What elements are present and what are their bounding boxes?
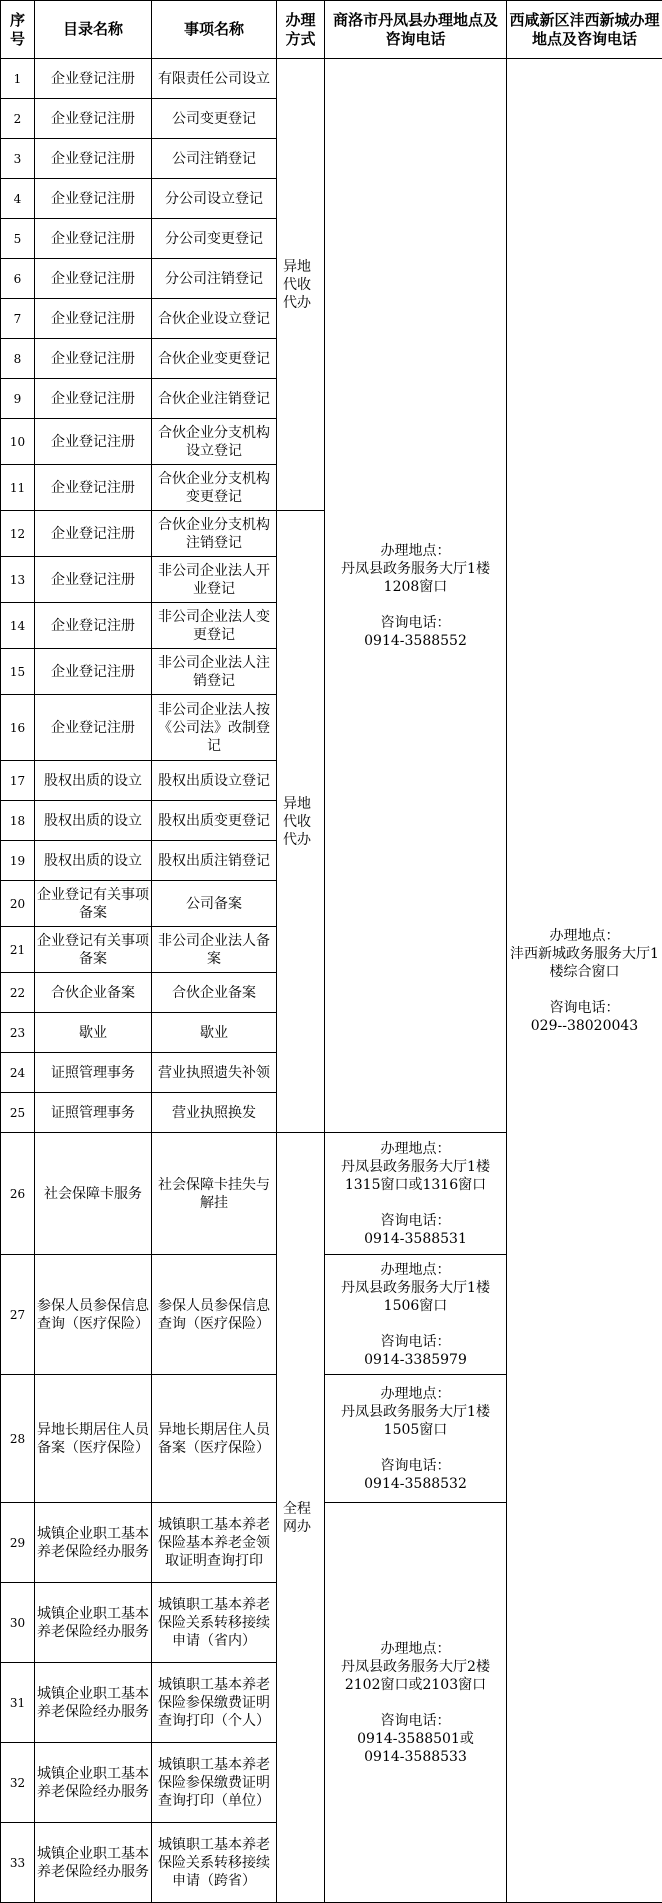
item-cell: 异地长期居住人员备案（医疗保险）: [152, 1375, 277, 1503]
catalog-cell: 企业登记注册: [35, 379, 152, 419]
seq-cell: 23: [1, 1013, 35, 1053]
catalog-cell: 异地长期居住人员备案（医疗保险）: [35, 1375, 152, 1503]
danfeng-contact-medical-query: 办理地点： 丹凤县政务服务大厅1楼1506窗口 咨询电话： 0914-3385979: [325, 1255, 507, 1375]
catalog-cell: 企业登记注册: [35, 219, 152, 259]
catalog-cell: 城镇企业职工基本养老保险经办服务: [35, 1503, 152, 1583]
item-cell: 城镇职工基本养老保险参保缴费证明查询打印（个人）: [152, 1663, 277, 1743]
seq-cell: 27: [1, 1255, 35, 1375]
seq-cell: 19: [1, 841, 35, 881]
header-row: [1, 1, 662, 59]
catalog-cell: 企业登记注册: [35, 511, 152, 557]
seq-cell: 28: [1, 1375, 35, 1503]
item-cell: 非公司企业法人开业登记: [152, 557, 277, 603]
seq-cell: 14: [1, 603, 35, 649]
seq-cell: 22: [1, 973, 35, 1013]
item-cell: 城镇职工基本养老保险基本养老金领取证明查询打印: [152, 1503, 277, 1583]
item-cell: 营业执照遗失补领: [152, 1053, 277, 1093]
seq-cell: 30: [1, 1583, 35, 1663]
catalog-cell: 企业登记注册: [35, 299, 152, 339]
item-cell: 合伙企业备案: [152, 973, 277, 1013]
seq-cell: 11: [1, 465, 35, 511]
item-cell: 股权出质变更登记: [152, 801, 277, 841]
seq-cell: 8: [1, 339, 35, 379]
seq-cell: 2: [1, 99, 35, 139]
catalog-cell: 城镇企业职工基本养老保险经办服务: [35, 1583, 152, 1663]
item-cell: 营业执照换发: [152, 1093, 277, 1133]
item-cell: 分公司设立登记: [152, 179, 277, 219]
header-seq: 序号: [1, 1, 35, 59]
seq-cell: 12: [1, 511, 35, 557]
item-cell: 城镇职工基本养老保险关系转移接续申请（省内）: [152, 1583, 277, 1663]
seq-cell: 17: [1, 761, 35, 801]
item-cell: 公司变更登记: [152, 99, 277, 139]
item-cell: 城镇职工基本养老保险参保缴费证明查询打印（单位）: [152, 1743, 277, 1823]
seq-cell: 18: [1, 801, 35, 841]
seq-cell: 26: [1, 1133, 35, 1255]
item-cell: 歇业: [152, 1013, 277, 1053]
catalog-cell: 企业登记注册: [35, 139, 152, 179]
seq-cell: 4: [1, 179, 35, 219]
catalog-cell: 城镇企业职工基本养老保险经办服务: [35, 1823, 152, 1903]
table-row: [1, 59, 662, 99]
catalog-cell: 歇业: [35, 1013, 152, 1053]
header-danfeng: 商洛市丹凤县办理地点及咨询电话: [325, 1, 507, 59]
item-cell: 分公司注销登记: [152, 259, 277, 299]
item-cell: 合伙企业分支机构注销登记: [152, 511, 277, 557]
catalog-cell: 企业登记注册: [35, 649, 152, 695]
catalog-cell: 城镇企业职工基本养老保险经办服务: [35, 1743, 152, 1823]
seq-cell: 9: [1, 379, 35, 419]
catalog-cell: 股权出质的设立: [35, 841, 152, 881]
catalog-cell: 企业登记注册: [35, 695, 152, 761]
item-cell: 股权出质注销登记: [152, 841, 277, 881]
item-cell: 合伙企业注销登记: [152, 379, 277, 419]
item-cell: 合伙企业设立登记: [152, 299, 277, 339]
seq-cell: 5: [1, 219, 35, 259]
danfeng-contact-social-card: 办理地点： 丹凤县政务服务大厅1楼1315窗口或1316窗口 咨询电话： 0914-3588531: [325, 1133, 507, 1255]
catalog-cell: 合伙企业备案: [35, 973, 152, 1013]
header-xixian: 西咸新区沣西新城办理地点及咨询电话: [507, 1, 662, 59]
catalog-cell: 企业登记注册: [35, 603, 152, 649]
seq-cell: 10: [1, 419, 35, 465]
seq-cell: 6: [1, 259, 35, 299]
item-cell: 公司备案: [152, 881, 277, 927]
catalog-cell: 证照管理事务: [35, 1053, 152, 1093]
item-cell: 参保人员参保信息查询（医疗保险）: [152, 1255, 277, 1375]
method-cell-remote-1: 异地代收代办: [277, 59, 325, 511]
method-cell-online: 全程网办: [277, 1133, 325, 1903]
catalog-cell: 企业登记注册: [35, 419, 152, 465]
item-cell: 合伙企业分支机构设立登记: [152, 419, 277, 465]
catalog-cell: 企业登记注册: [35, 557, 152, 603]
method-cell-remote-2: 异地代收代办: [277, 511, 325, 1133]
danfeng-contact-market: 办理地点： 丹凤县政务服务大厅1楼1208窗口 咨询电话： 0914-3588552: [325, 59, 507, 1133]
danfeng-contact-pension: 办理地点： 丹凤县政务服务大厅2楼2102窗口或2103窗口 咨询电话： 0914-3588501或 0914-3588533: [325, 1503, 507, 1903]
item-cell: 公司注销登记: [152, 139, 277, 179]
item-cell: 城镇职工基本养老保险关系转移接续申请（跨省）: [152, 1823, 277, 1903]
header-method: 办理方式: [277, 1, 325, 59]
seq-cell: 15: [1, 649, 35, 695]
item-cell: 社会保障卡挂失与解挂: [152, 1133, 277, 1255]
item-cell: 合伙企业分支机构变更登记: [152, 465, 277, 511]
catalog-cell: 企业登记有关事项备案: [35, 927, 152, 973]
seq-cell: 33: [1, 1823, 35, 1903]
seq-cell: 31: [1, 1663, 35, 1743]
seq-cell: 16: [1, 695, 35, 761]
item-cell: 股权出质设立登记: [152, 761, 277, 801]
item-cell: 非公司企业法人备案: [152, 927, 277, 973]
seq-cell: 32: [1, 1743, 35, 1823]
item-cell: 非公司企业法人注销登记: [152, 649, 277, 695]
seq-cell: 25: [1, 1093, 35, 1133]
catalog-cell: 企业登记注册: [35, 59, 152, 99]
danfeng-contact-medical-filing: 办理地点： 丹凤县政务服务大厅1楼1505窗口 咨询电话： 0914-3588532: [325, 1375, 507, 1503]
item-cell: 分公司变更登记: [152, 219, 277, 259]
header-item: 事项名称: [152, 1, 277, 59]
catalog-cell: 企业登记注册: [35, 339, 152, 379]
xixian-contact: 办理地点： 沣西新城政务服务大厅1楼综合窗口 咨询电话： 029--38020043: [507, 59, 662, 1903]
catalog-cell: 企业登记注册: [35, 465, 152, 511]
item-cell: 非公司企业法人变更登记: [152, 603, 277, 649]
seq-cell: 20: [1, 881, 35, 927]
item-cell: 非公司企业法人按《公司法》改制登记: [152, 695, 277, 761]
seq-cell: 29: [1, 1503, 35, 1583]
seq-cell: 1: [1, 59, 35, 99]
catalog-cell: 股权出质的设立: [35, 761, 152, 801]
seq-cell: 7: [1, 299, 35, 339]
seq-cell: 13: [1, 557, 35, 603]
catalog-cell: 股权出质的设立: [35, 801, 152, 841]
catalog-cell: 城镇企业职工基本养老保险经办服务: [35, 1663, 152, 1743]
catalog-cell: 企业登记注册: [35, 179, 152, 219]
catalog-cell: 社会保障卡服务: [35, 1133, 152, 1255]
item-cell: 合伙企业变更登记: [152, 339, 277, 379]
seq-cell: 21: [1, 927, 35, 973]
catalog-cell: 参保人员参保信息查询（医疗保险）: [35, 1255, 152, 1375]
catalog-cell: 证照管理事务: [35, 1093, 152, 1133]
catalog-cell: 企业登记有关事项备案: [35, 881, 152, 927]
seq-cell: 3: [1, 139, 35, 179]
header-catalog: 目录名称: [35, 1, 152, 59]
catalog-cell: 企业登记注册: [35, 259, 152, 299]
item-cell: 有限责任公司设立: [152, 59, 277, 99]
seq-cell: 24: [1, 1053, 35, 1093]
catalog-cell: 企业登记注册: [35, 99, 152, 139]
